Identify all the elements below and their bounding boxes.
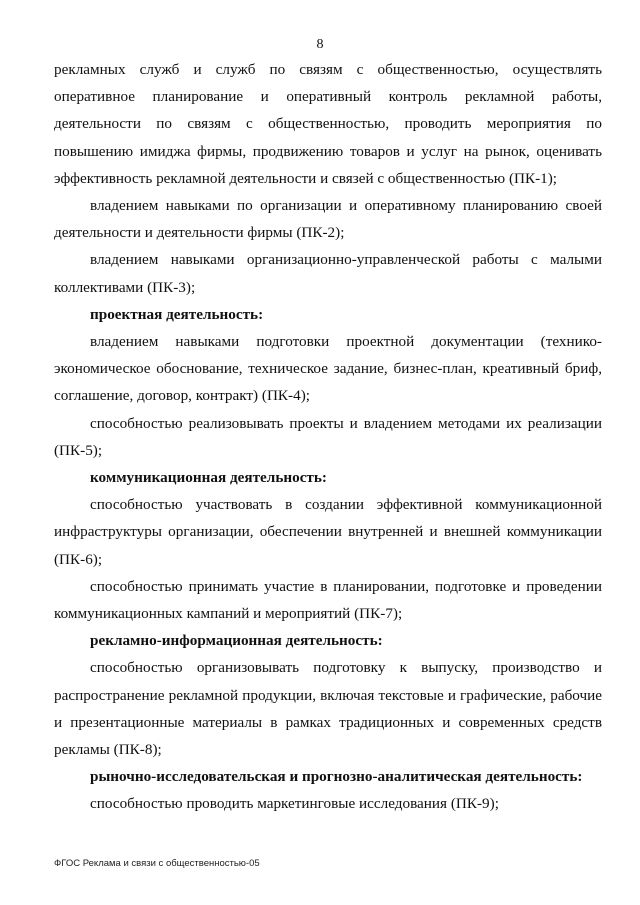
paragraph-pk4: владением навыками подготовки проектной документации (технико-экономическое обоснование, техническое задание, бизнес-план, креативный бриф, соглашение, договор, контракт) (ПК-4); [54, 333, 602, 405]
section-heading-project: проектная деятельность: [90, 305, 264, 323]
page-number: 8 [316, 37, 324, 52]
paragraph-pk6: способностью участвовать в создании эффективной коммуникационной инфраструктуры организации, обеспечении внутренней и внешней коммуникации (ПК-6); [54, 496, 602, 568]
document-body [54, 56, 602, 818]
paragraph-pk8: способностью организовывать подготовку к выпуску, производство и распространение рекламной продукции, включая текстовые и графические, рабочие и презентационные материалы в рамках традиционных и современных средств рекламы (ПК-8); [54, 659, 602, 759]
paragraph-pk7: способностью принимать участие в планировании, подготовке и проведении коммуникационных кампаний и мероприятий (ПК-7); [54, 577, 602, 623]
paragraph-pk2: владением навыками по организации и оперативному планированию своей деятельности и деятельности фирмы (ПК-2); [54, 197, 602, 242]
page-footer: ФГОС Реклама и связи с общественностью-05 [54, 858, 260, 869]
paragraph-pk9: способностью проводить маркетинговые исследования (ПК-9); [90, 795, 499, 813]
paragraph-pk5: способностью реализовывать проекты и владением методами их реализации (ПК-5); [54, 414, 602, 459]
section-heading-market-research: рыночно-исследовательская и прогнозно-аналитическая деятельность: [90, 768, 583, 786]
paragraph-continued: рекламных служб и служб по связям с общественностью, осуществлять оперативное планирование и оперативный контроль рекламной работы, деятельности по связям с общественностью, проводить мероприятия по повышению имиджа фирмы, продвижению товаров и услуг на рынок, оценивать эффективность рекламной деятельности и связей с общественностью (ПК-1); [54, 61, 602, 187]
section-heading-communication: коммуникационная деятельность: [90, 469, 327, 487]
section-heading-advertising: рекламно-информационная деятельность: [90, 632, 383, 650]
paragraph-pk3: владением навыками организационно-управленческой работы с малыми коллективами (ПК-3); [54, 251, 602, 296]
